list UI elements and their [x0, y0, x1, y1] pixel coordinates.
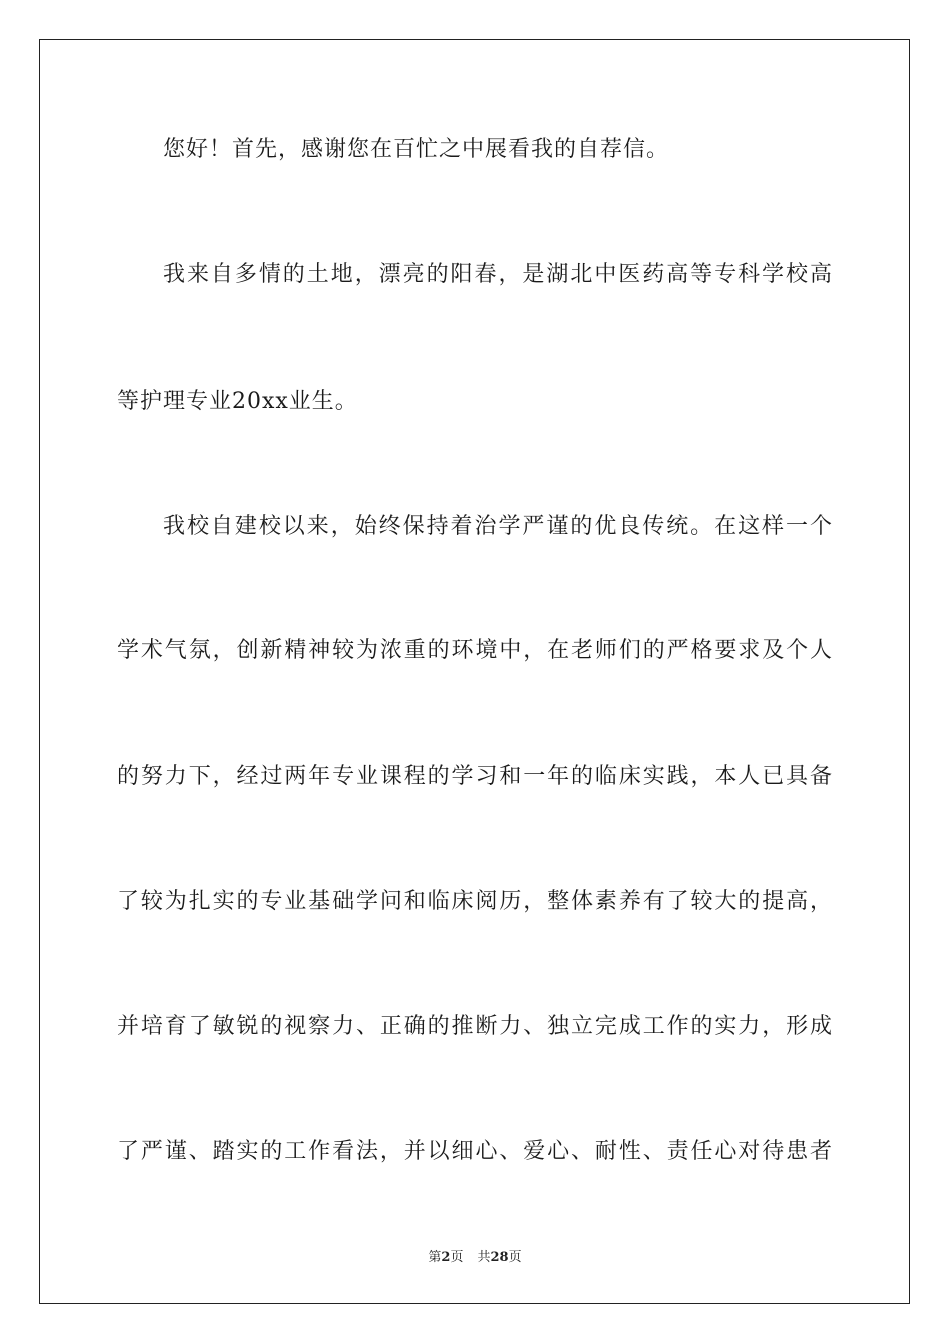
paragraph-school-line-4: 了较为扎实的专业基础学问和临床阅历，整体素养有了较大的提高，	[117, 889, 833, 914]
paragraph-greeting-line: 您好！首先，感谢您在百忙之中展看我的自荐信。	[163, 137, 670, 162]
paragraph-school-line-6: 了严谨、踏实的工作看法，并以细心、爱心、耐性、责任心对待患者	[117, 1139, 833, 1164]
page-prefix: 第	[428, 1250, 442, 1265]
paragraph-intro-line-1: 我来自多情的土地，漂亮的阳春，是湖北中医药高等专科学校高	[163, 262, 833, 287]
paragraph-school-line-5: 并培育了敏锐的视察力、正确的推断力、独立完成工作的实力，形成	[117, 1014, 833, 1039]
total-prefix: 共	[477, 1250, 491, 1265]
paragraph-school-line-3: 的努力下，经过两年专业课程的学习和一年的临床实践，本人已具备	[117, 764, 833, 789]
total-suffix: 页	[508, 1250, 522, 1265]
page-number: 2	[441, 1250, 451, 1265]
paragraph-school-line-2: 学术气氛，创新精神较为浓重的环境中，在老师们的严格要求及个人	[117, 638, 833, 663]
paragraph-school-line-1: 我校自建校以来，始终保持着治学严谨的优良传统。在这样一个	[163, 514, 833, 539]
page-footer	[0, 1249, 950, 1267]
paragraph-intro-line-2: 等护理专业20xx业生。	[117, 389, 358, 414]
total-pages: 28	[490, 1250, 509, 1265]
page-border	[39, 39, 910, 1304]
page-suffix: 页	[450, 1250, 464, 1265]
